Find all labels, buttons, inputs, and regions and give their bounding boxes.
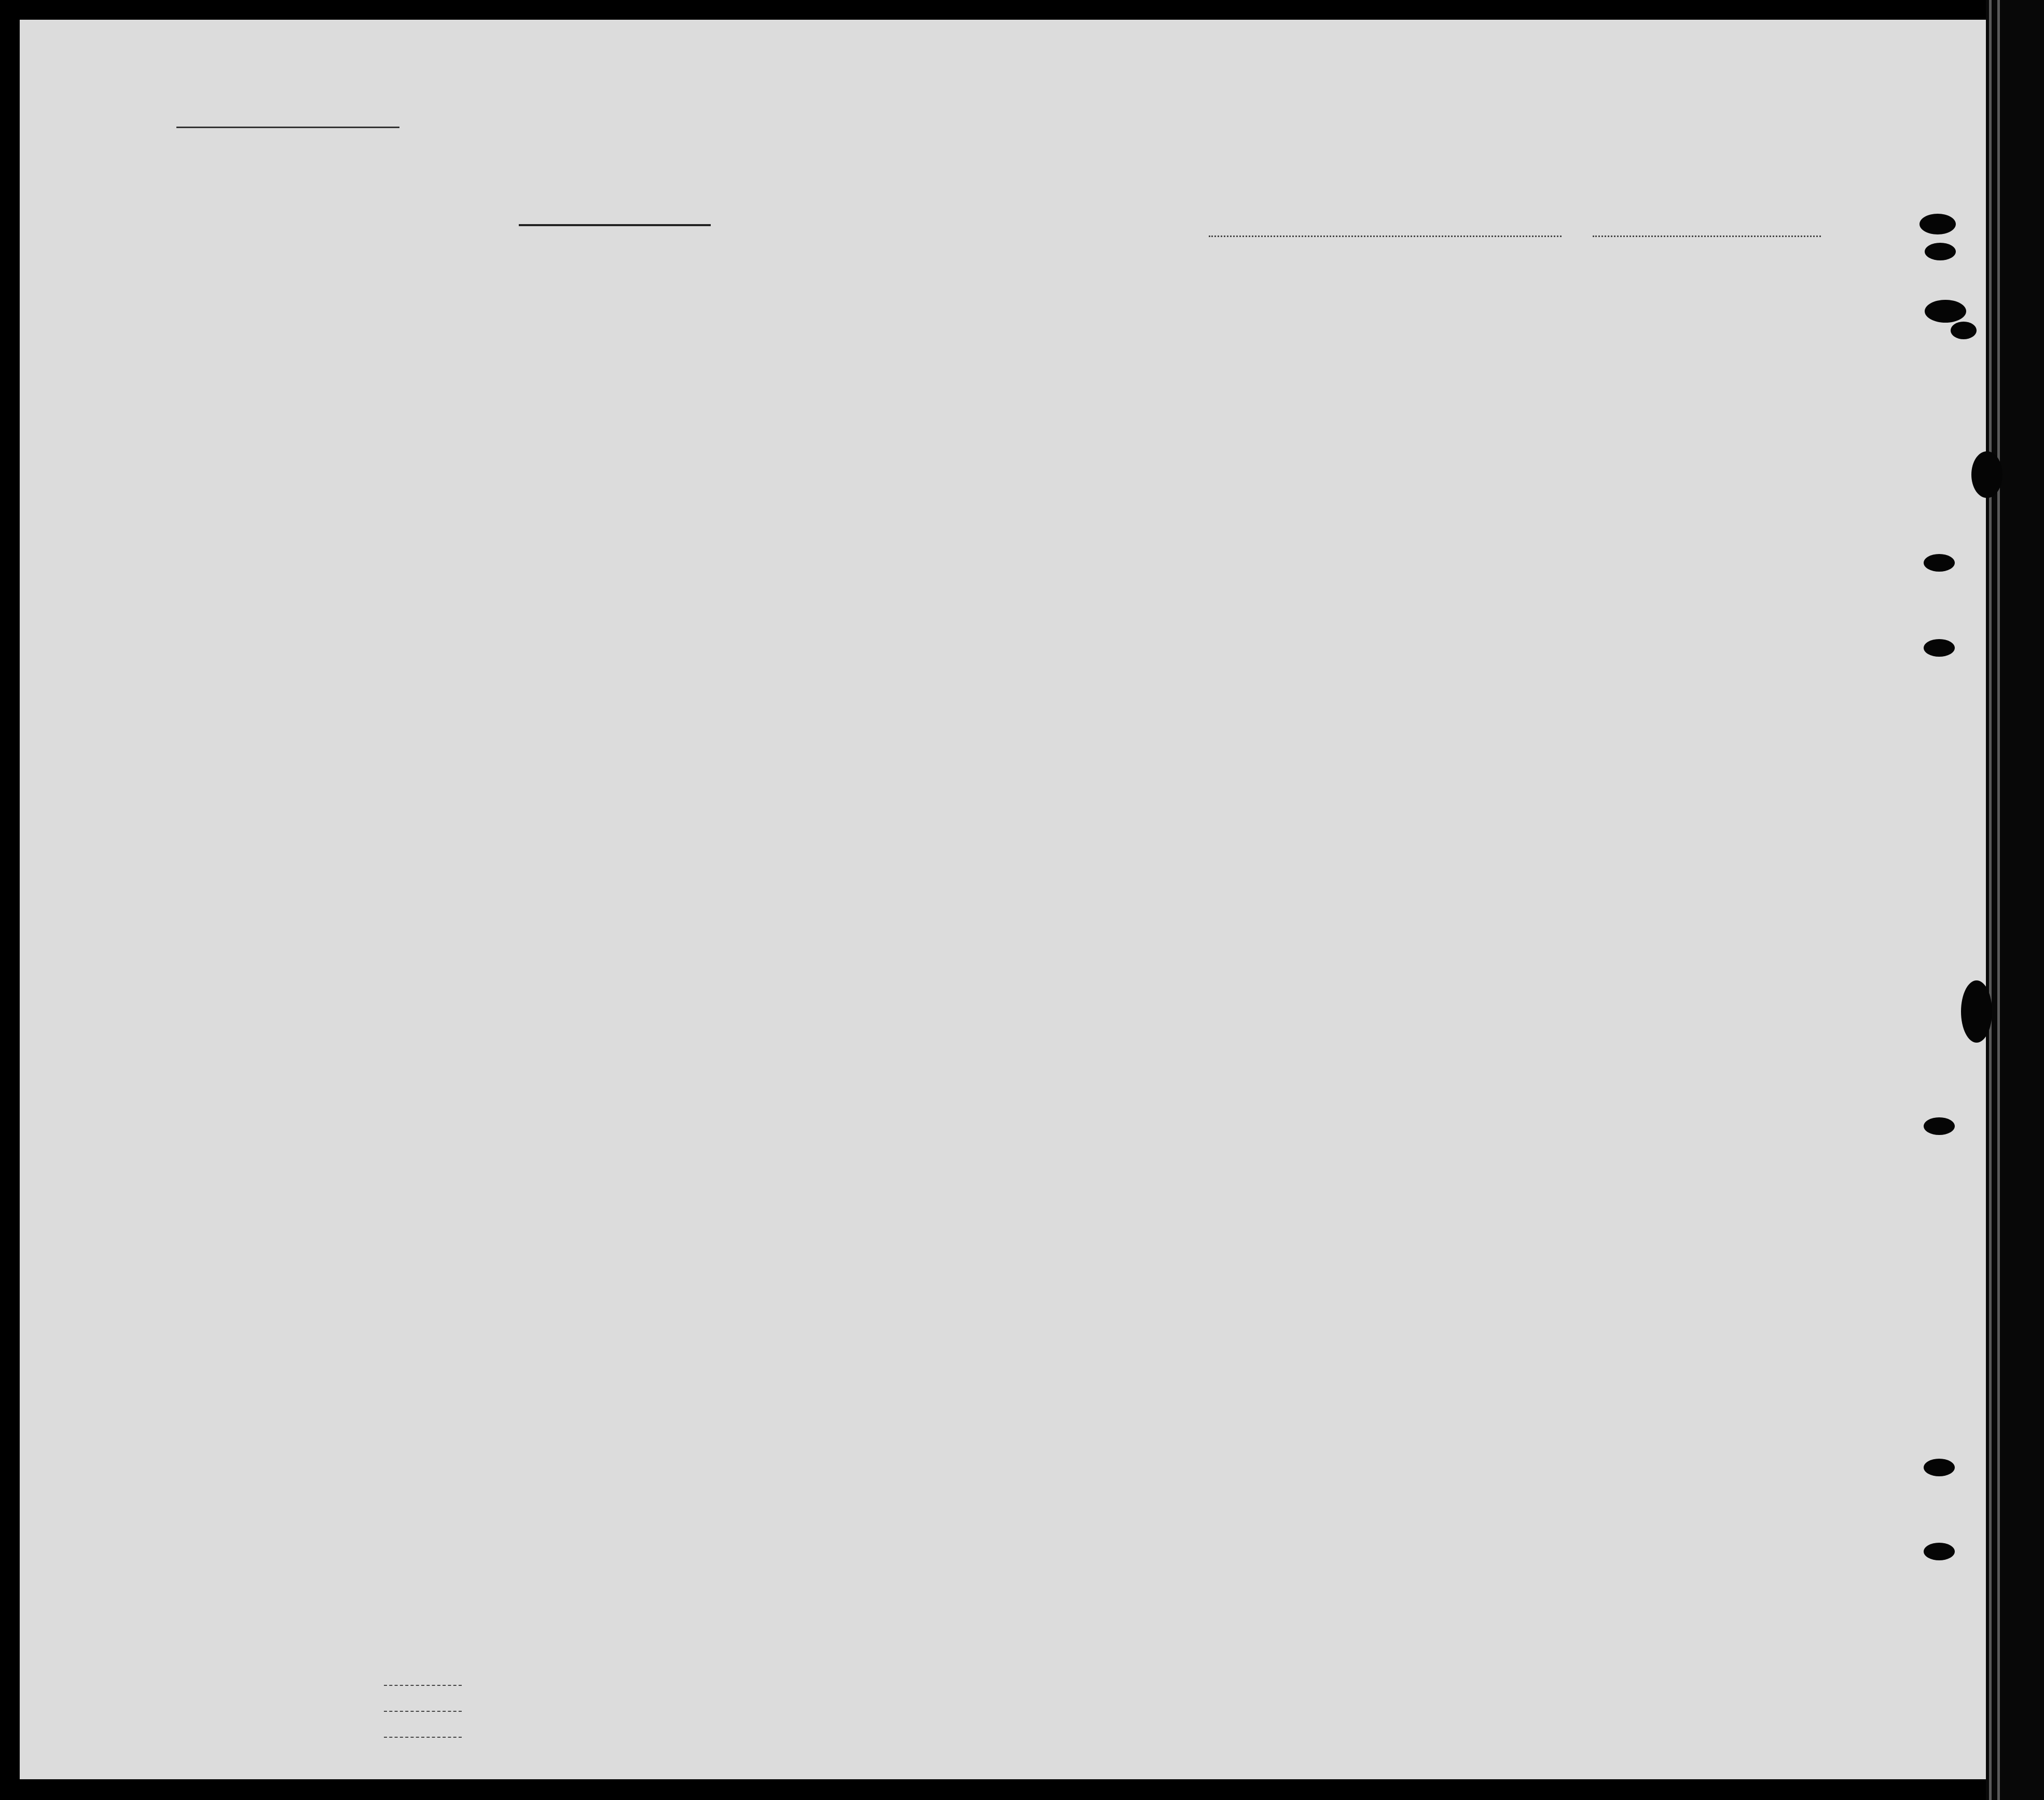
total-row bbox=[208, 1726, 477, 1752]
total-row bbox=[208, 1700, 477, 1726]
aliens-field[interactable] bbox=[384, 1737, 462, 1738]
total-row bbox=[208, 1674, 477, 1700]
total-passengers-field[interactable] bbox=[384, 1685, 462, 1686]
us-citizens-field[interactable] bbox=[384, 1711, 462, 1712]
totals-block bbox=[208, 1674, 477, 1752]
